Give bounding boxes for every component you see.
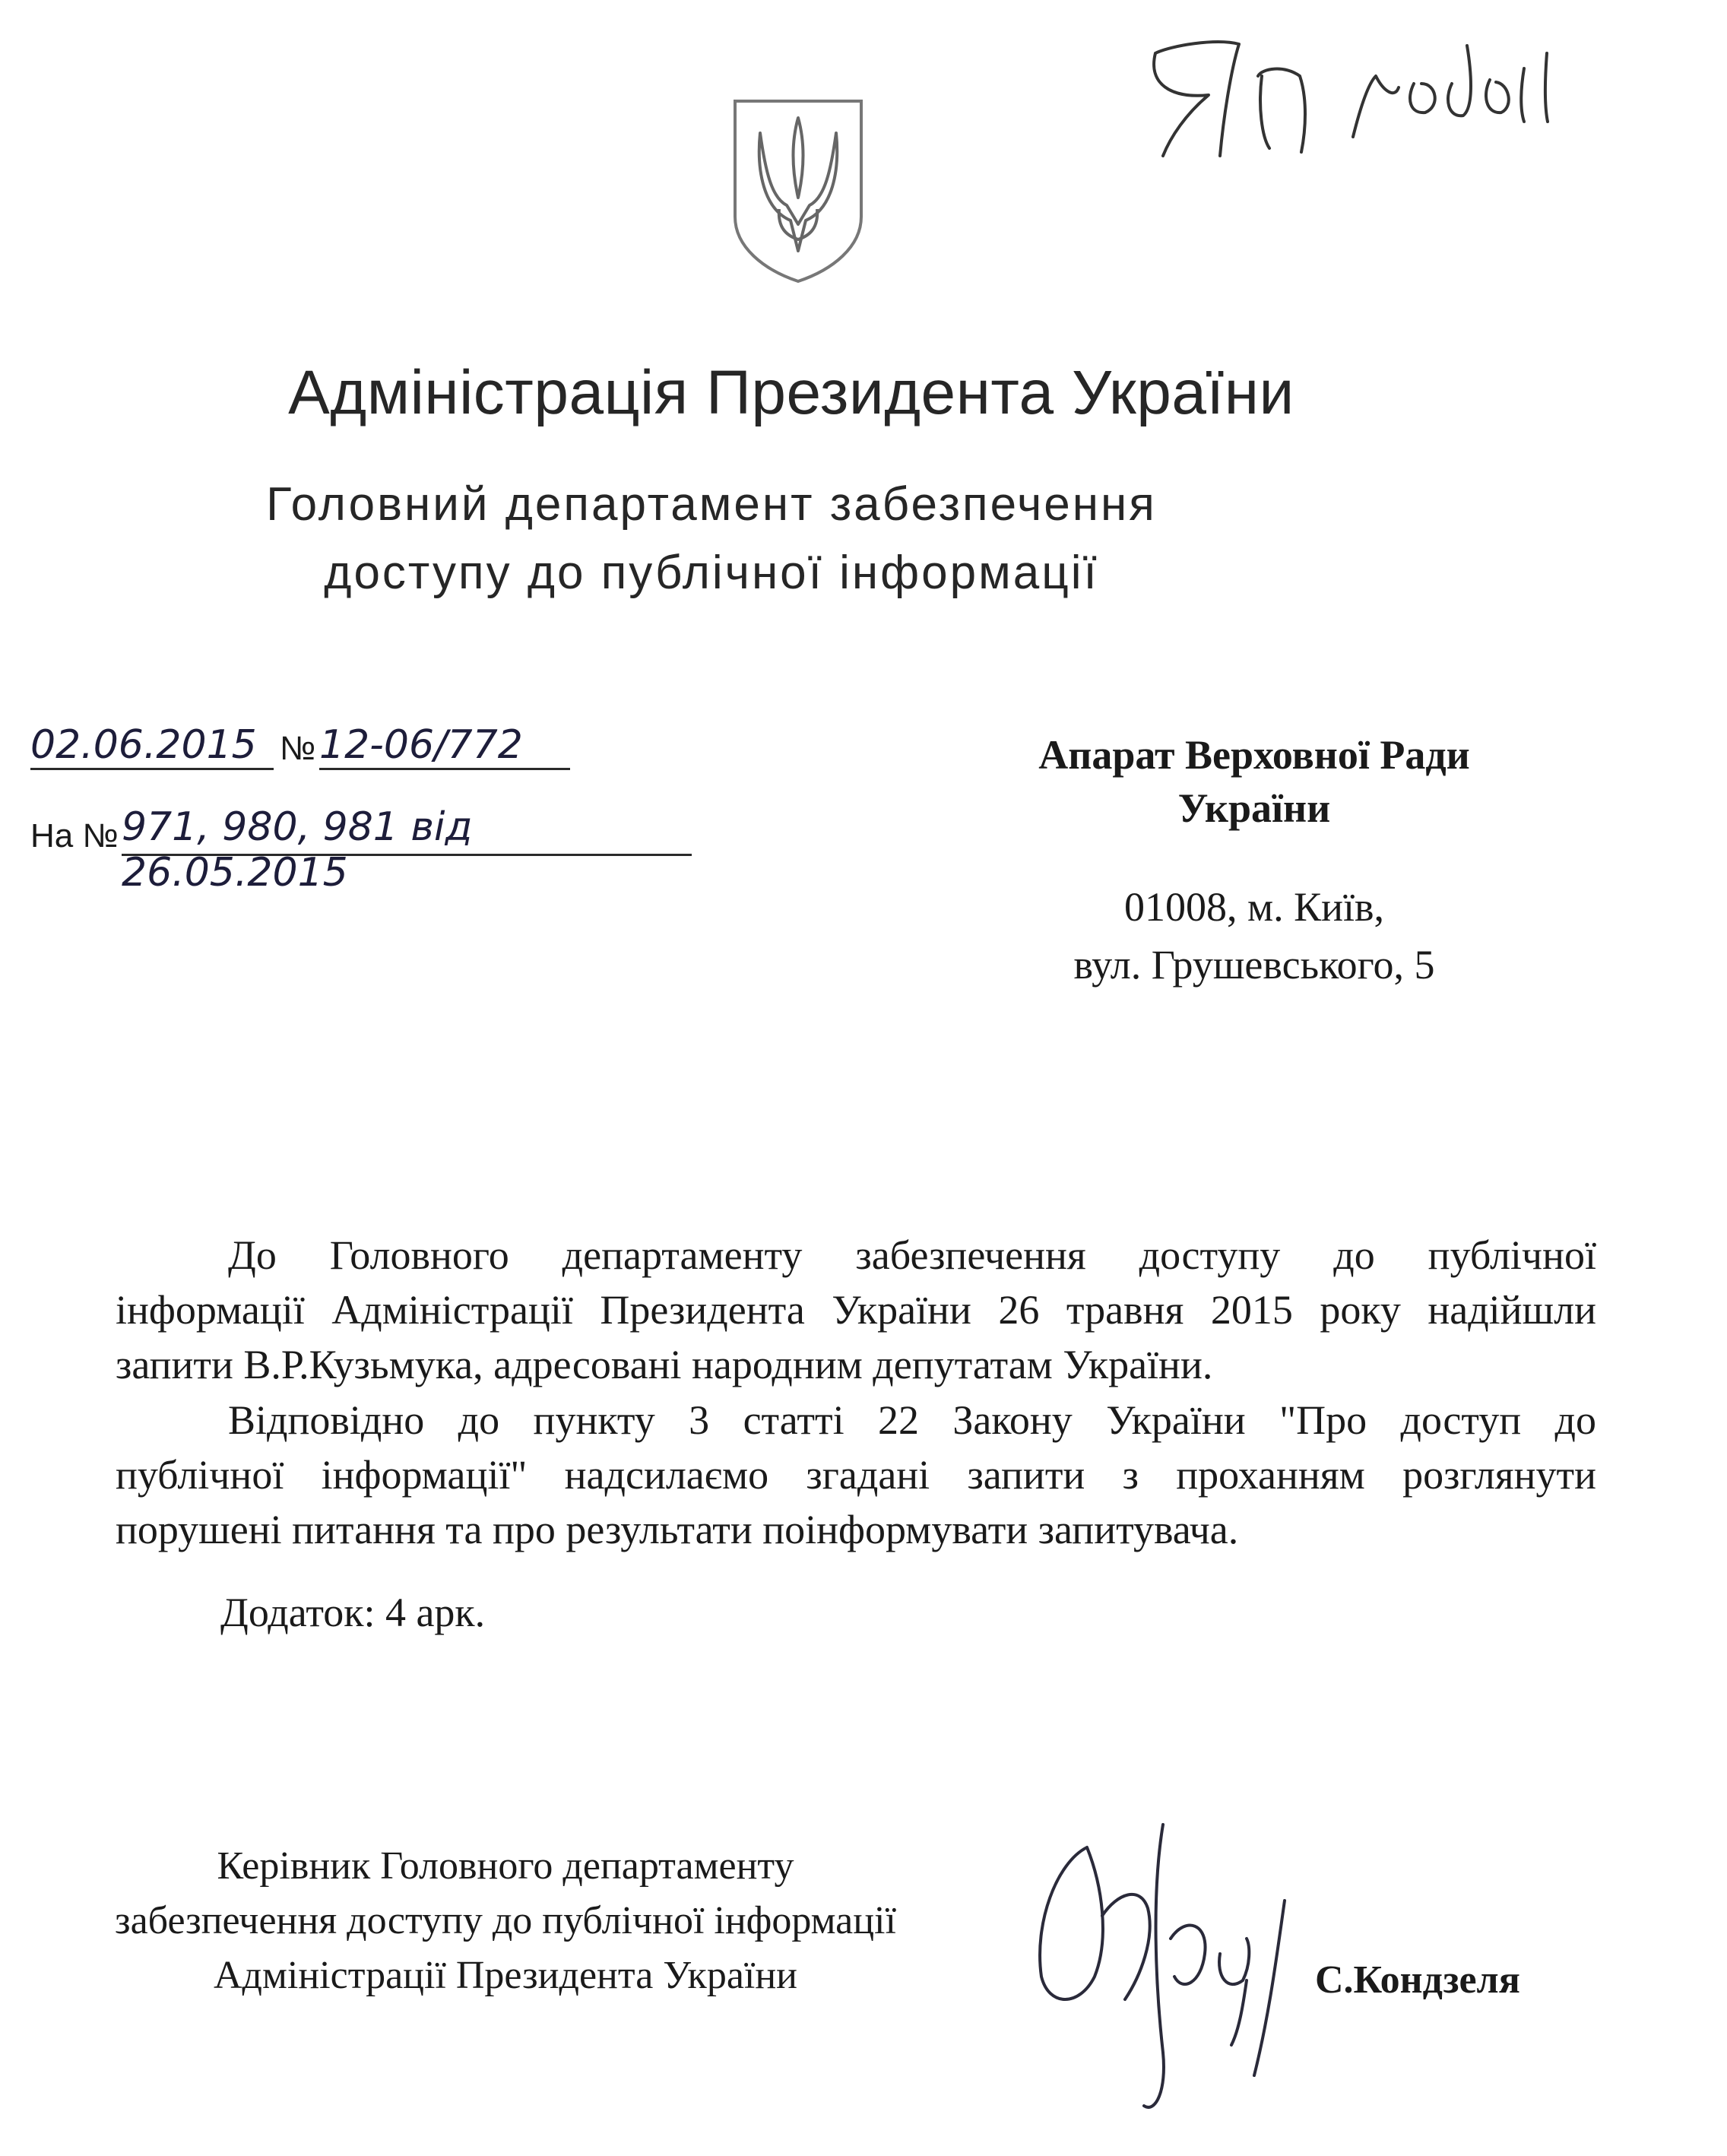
- organization-title: Адміністрація Президента України: [288, 358, 1294, 427]
- department-title-line2: доступу до публічної інформації: [324, 547, 1099, 599]
- addressee-name-line2: України: [1177, 785, 1331, 831]
- reference-value: 971, 980, 981 від 26.05.2015: [122, 804, 692, 856]
- body-paragraph2-line3: порушені питання та про результати поінформувати запитувача.: [116, 1507, 1239, 1552]
- addressee-name-line1: Апарат Верховної Ради: [1038, 732, 1470, 778]
- addressee-city: 01008, м. Київ,: [1123, 884, 1385, 930]
- department-title-line1: Головний департамент забезпечення: [266, 478, 1157, 531]
- outgoing-number: 12-06/772: [319, 722, 570, 770]
- trident-coat-of-arms-icon: [726, 95, 870, 285]
- body-paragraph2-line1: Відповідно до пункту 3 статті 22 Закону України "Про доступ до: [228, 1397, 1596, 1443]
- signer-position-line3: Адміністрації Президента України: [213, 1954, 797, 1997]
- body-paragraph2-line2: публічної інформації" надсилаємо згадані запити з проханням розглянути: [116, 1452, 1596, 1498]
- handwritten-signature: [1011, 1802, 1330, 2121]
- reference-label: На №: [30, 817, 119, 854]
- signer-position-line2: забезпечення доступу до публічної інформації: [115, 1899, 896, 1942]
- outgoing-date: 02.06.2015: [30, 722, 274, 770]
- attachment-note: Додаток: 4 арк.: [220, 1590, 486, 1635]
- handwritten-note-drawing: [1125, 23, 1581, 167]
- addressee-street: вул. Грушевського, 5: [1073, 942, 1435, 988]
- body-paragraph1-line3: запити В.Р.Кузьмука, адресовані народним депутатам України.: [116, 1342, 1213, 1387]
- outgoing-number-label: №: [280, 730, 316, 767]
- body-paragraph1-line1: До Головного департаменту забезпечення доступу до публічної: [228, 1232, 1596, 1278]
- signer-position-line1: Керівник Головного департаменту: [217, 1844, 794, 1888]
- signer-name: С.Кондзеля: [1315, 1958, 1520, 2002]
- body-paragraph1-line2: інформації Адміністрації Президента України 26 травня 2015 року надійшли: [116, 1287, 1596, 1333]
